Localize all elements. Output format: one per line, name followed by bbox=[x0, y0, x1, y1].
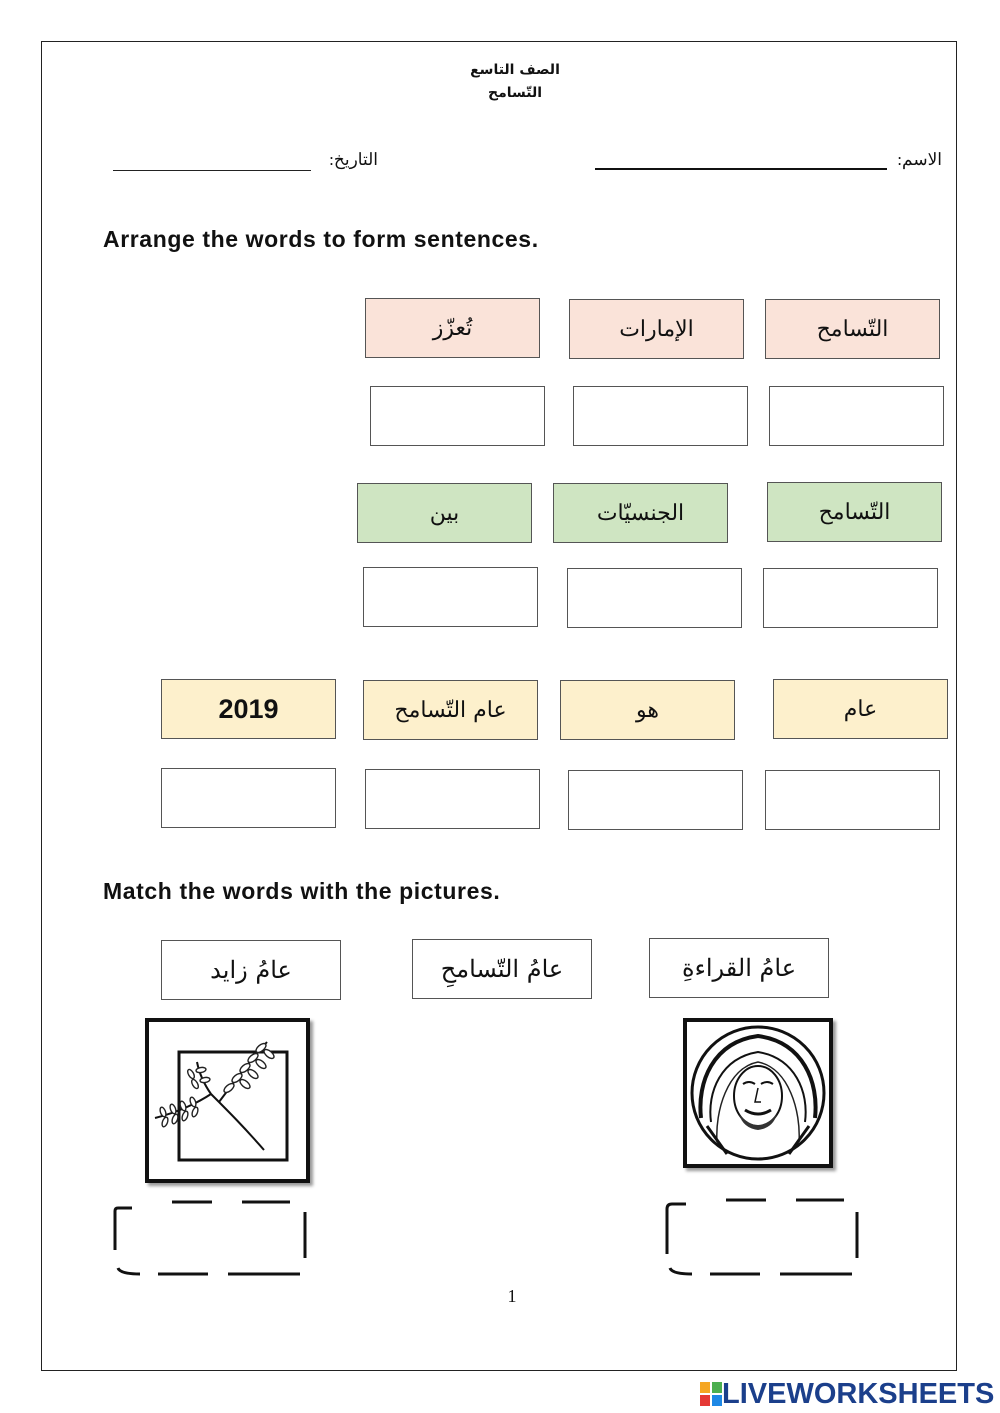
answer-box[interactable] bbox=[763, 568, 938, 628]
grade-title: الصف التاسع bbox=[470, 62, 560, 78]
answer-box[interactable] bbox=[573, 386, 748, 446]
word-card[interactable]: التّسامح bbox=[765, 299, 940, 359]
word-card[interactable]: بين bbox=[357, 483, 532, 543]
liveworksheets-logo-icon bbox=[700, 1382, 722, 1406]
word-card[interactable]: هو bbox=[560, 680, 735, 740]
word-card-year[interactable]: 2019 bbox=[161, 679, 336, 739]
answer-box[interactable] bbox=[365, 769, 540, 829]
word-card[interactable]: الإمارات bbox=[569, 299, 744, 359]
answer-box[interactable] bbox=[370, 386, 545, 446]
page-number: 1 bbox=[507, 1286, 517, 1306]
answer-dashed-box[interactable] bbox=[662, 1196, 862, 1280]
match-word-reading[interactable]: عامُ القراءةِ bbox=[649, 938, 829, 998]
sheikh-zayed-portrait-icon bbox=[683, 1018, 833, 1168]
date-label: التاريخ: bbox=[329, 150, 378, 169]
answer-box[interactable] bbox=[161, 768, 336, 828]
answer-dashed-box[interactable] bbox=[110, 1196, 310, 1280]
word-card[interactable]: الجنسيّات bbox=[553, 483, 728, 543]
word-card[interactable]: عام التّسامح bbox=[363, 680, 538, 740]
portrait-drawing bbox=[687, 1022, 829, 1164]
name-line[interactable] bbox=[595, 168, 887, 170]
answer-box[interactable] bbox=[765, 770, 940, 830]
word-card[interactable]: عام bbox=[773, 679, 948, 739]
arrange-heading: Arrange the words to form sentences. bbox=[103, 226, 539, 252]
answer-box[interactable] bbox=[363, 567, 538, 627]
name-label: الاسم: bbox=[897, 150, 942, 169]
answer-box[interactable] bbox=[769, 386, 944, 446]
match-word-tolerance[interactable]: عامُ التّسامحِ bbox=[412, 939, 592, 999]
word-card[interactable]: التّسامح bbox=[767, 482, 942, 542]
word-card[interactable]: تُعزّز bbox=[365, 298, 540, 358]
liveworksheets-brand[interactable] bbox=[700, 1378, 994, 1410]
ghaf-tree-branch-icon bbox=[145, 1018, 310, 1183]
ghaf-branch-drawing bbox=[149, 1022, 306, 1179]
answer-box[interactable] bbox=[567, 568, 742, 628]
answer-box[interactable] bbox=[568, 770, 743, 830]
match-word-zayed[interactable]: عامُ زايد bbox=[161, 940, 341, 1000]
brand-prefix: LIVE bbox=[722, 1377, 787, 1410]
date-line[interactable] bbox=[113, 170, 311, 171]
topic-title: التّسامح bbox=[487, 85, 543, 101]
match-heading: Match the words with the pictures. bbox=[103, 878, 501, 904]
brand-suffix: WORKSHEETS bbox=[786, 1377, 995, 1410]
